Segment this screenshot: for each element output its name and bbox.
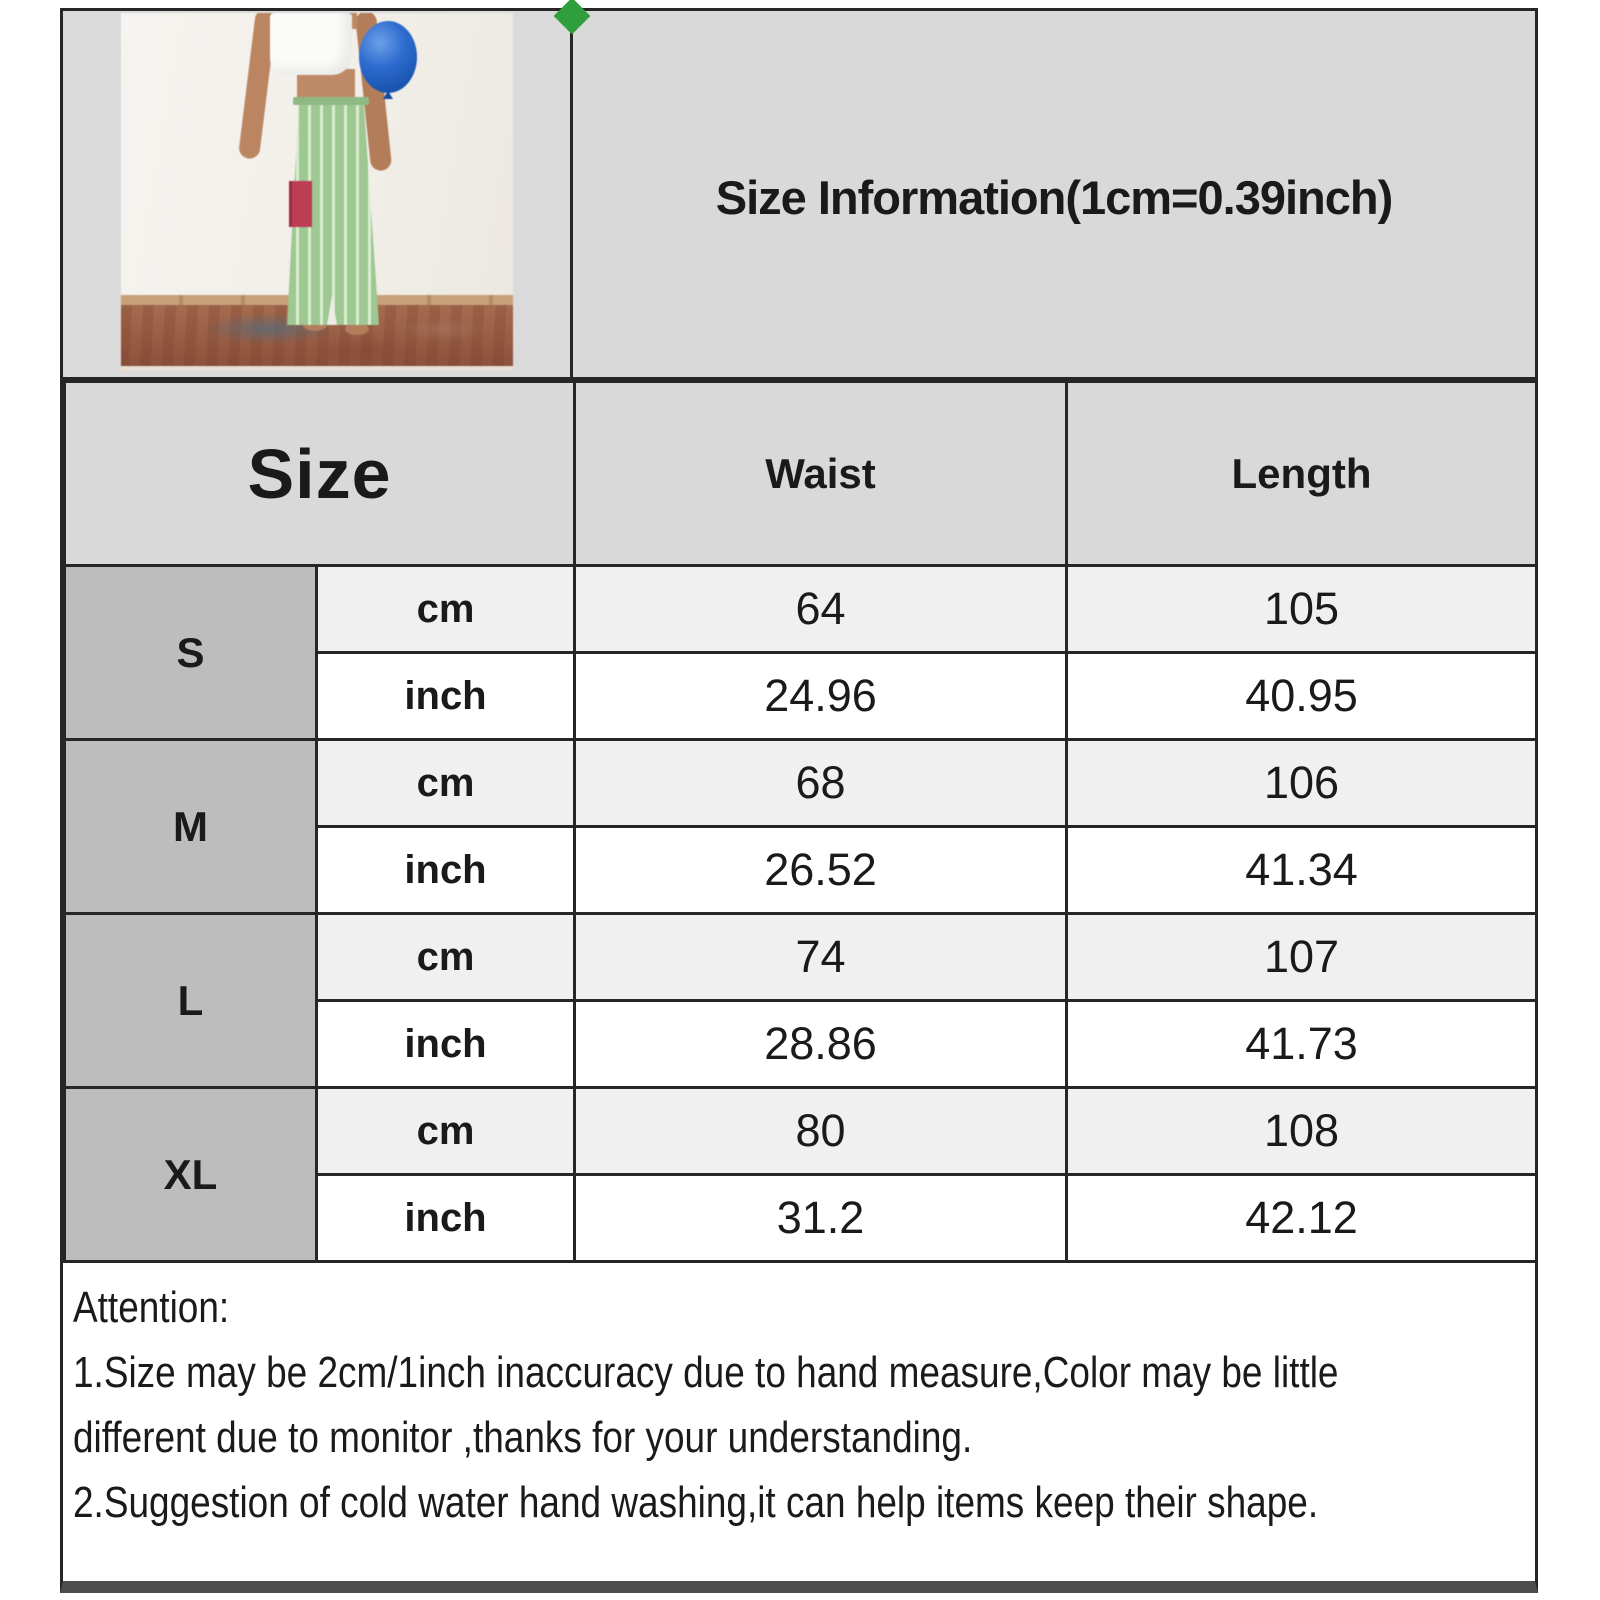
- length-value-cell: 106: [1067, 740, 1537, 827]
- size-label-l: L: [65, 914, 317, 1088]
- unit-cell: cm: [317, 566, 575, 653]
- column-header-waist: Waist: [575, 382, 1067, 566]
- waist-value-cell: 80: [575, 1088, 1067, 1175]
- attention-line: 1.Size may be 2cm/1inch inaccuracy due to hand measure,Color may be little: [73, 1348, 1339, 1397]
- column-header-length: Length: [1067, 382, 1537, 566]
- red-pocket-patch: [289, 181, 312, 227]
- size-table: [63, 380, 1538, 1263]
- top-banner-row: [63, 11, 1535, 380]
- length-value-cell: 108: [1067, 1088, 1537, 1175]
- waist-value-cell: 74: [575, 914, 1067, 1001]
- blue-balloon: [359, 21, 417, 93]
- white-tank-top: [270, 13, 352, 75]
- attention-line: different due to monitor ,thanks for your understanding.: [73, 1413, 973, 1462]
- length-value-cell: 42.12: [1067, 1175, 1537, 1262]
- unit-cell: inch: [317, 827, 575, 914]
- table-row-s-cm: [65, 566, 1537, 653]
- unit-cell: cm: [317, 914, 575, 1001]
- column-header-size: Size: [65, 382, 575, 566]
- product-photo-cell: [63, 11, 573, 377]
- length-value-cell: 107: [1067, 914, 1537, 1001]
- waist-value-cell: 28.86: [575, 1001, 1067, 1088]
- attention-line: 2.Suggestion of cold water hand washing,it can help items keep their shape.: [73, 1478, 1319, 1527]
- waist-value-cell: 68: [575, 740, 1067, 827]
- product-photo: [121, 13, 513, 371]
- waist-value-cell: 64: [575, 566, 1067, 653]
- table-row-l-cm: [65, 914, 1537, 1001]
- size-info-header-cell: [573, 11, 1535, 377]
- size-info-title: Size Information(1cm=0.39inch): [715, 170, 1393, 224]
- unit-cell: cm: [317, 1088, 575, 1175]
- waist-value-cell: 26.52: [575, 827, 1067, 914]
- attention-note: [63, 1263, 1535, 1581]
- size-label-xl: XL: [65, 1088, 317, 1262]
- waist-value-cell: 31.2: [575, 1175, 1067, 1262]
- waist-value-cell: 24.96: [575, 653, 1067, 740]
- size-label-m: M: [65, 740, 317, 914]
- length-value-cell: 40.95: [1067, 653, 1537, 740]
- length-value-cell: 41.73: [1067, 1001, 1537, 1088]
- table-row-xl-cm: [65, 1088, 1537, 1175]
- size-chart-sheet: [60, 8, 1538, 1593]
- length-value-cell: 41.34: [1067, 827, 1537, 914]
- unit-cell: cm: [317, 740, 575, 827]
- unit-cell: inch: [317, 1001, 575, 1088]
- rug-fringe: [121, 366, 513, 371]
- pants-waistband: [293, 97, 369, 105]
- length-value-cell: 105: [1067, 566, 1537, 653]
- unit-cell: inch: [317, 653, 575, 740]
- size-label-s: S: [65, 566, 317, 740]
- unit-cell: inch: [317, 1175, 575, 1262]
- attention-line: Attention:: [73, 1283, 230, 1332]
- table-row-m-cm: [65, 740, 1537, 827]
- table-header-row: [65, 382, 1537, 566]
